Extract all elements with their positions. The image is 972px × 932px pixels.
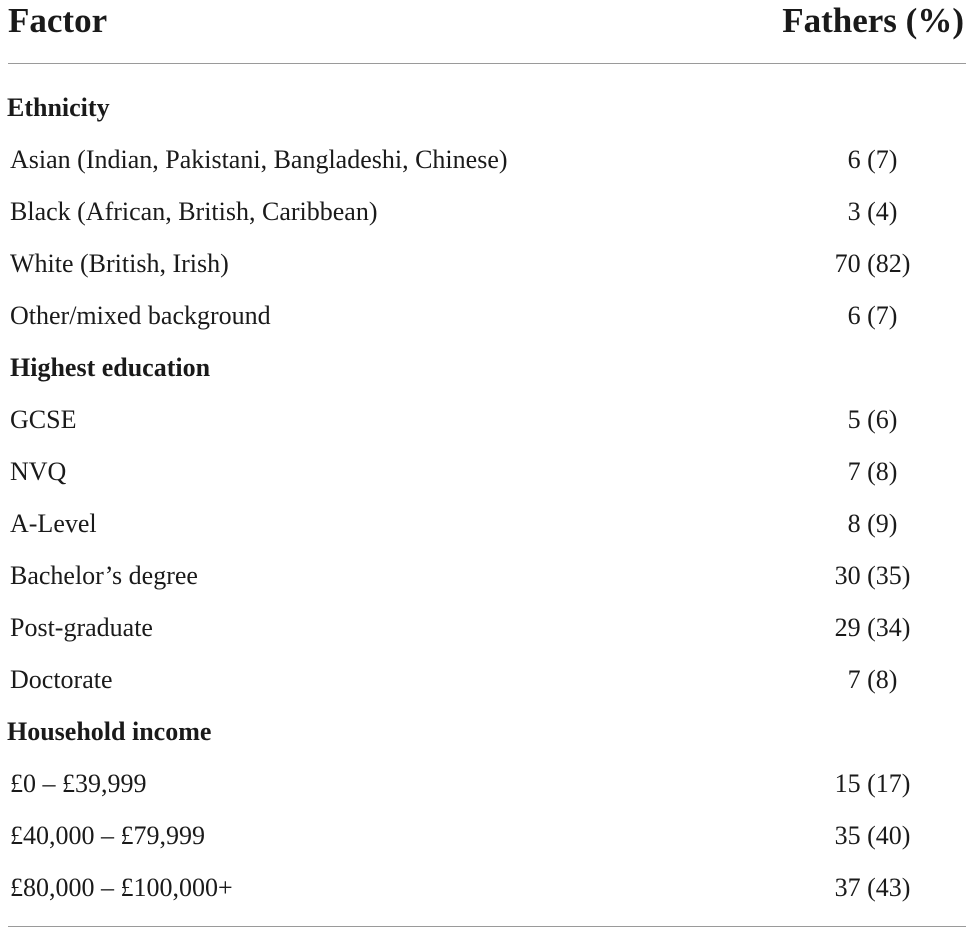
row-value: 29 (34)	[834, 613, 911, 642]
row-label: £80,000 – £100,000+	[10, 873, 233, 902]
row-value: 15 (17)	[834, 769, 911, 798]
section-row-household-income	[0, 706, 972, 758]
column-header-factor: Factor	[8, 1, 108, 40]
column-header-fathers: Fathers (%)	[782, 1, 964, 40]
row-label: Other/mixed background	[10, 301, 271, 330]
row-label: Black (African, British, Caribbean)	[10, 197, 378, 226]
row-label: Bachelor’s degree	[10, 561, 198, 590]
row-label: £0 – £39,999	[10, 769, 147, 798]
table-row	[0, 394, 972, 446]
section-title: Household income	[7, 717, 212, 746]
row-value: 3 (4)	[847, 197, 898, 226]
row-label: Asian (Indian, Pakistani, Bangladeshi, Chinese)	[10, 145, 508, 174]
row-value: 70 (82)	[834, 249, 911, 278]
section-title: Highest education	[10, 353, 211, 382]
section-row-ethnicity	[0, 82, 972, 134]
table-row	[0, 134, 972, 186]
table-row	[0, 654, 972, 706]
row-value: 6 (7)	[847, 301, 898, 330]
row-label: Post-graduate	[10, 613, 153, 642]
table-row	[0, 602, 972, 654]
table-row	[0, 498, 972, 550]
table-row	[0, 550, 972, 602]
row-value: 7 (8)	[847, 665, 898, 694]
table-row	[0, 446, 972, 498]
row-label: A-Level	[10, 509, 97, 538]
table-bottom-divider	[8, 926, 966, 927]
row-label: GCSE	[10, 405, 77, 434]
table-row	[0, 758, 972, 810]
table-row	[0, 810, 972, 862]
section-row-highest-education	[0, 342, 972, 394]
row-value: 6 (7)	[847, 145, 898, 174]
table-row	[0, 290, 972, 342]
row-value: 5 (6)	[847, 405, 898, 434]
table-header	[0, 0, 972, 44]
table-row	[0, 862, 972, 914]
row-value: 37 (43)	[834, 873, 911, 902]
header-divider	[8, 63, 966, 64]
row-value: 7 (8)	[847, 457, 898, 486]
section-title: Ethnicity	[7, 93, 110, 122]
row-value: 30 (35)	[834, 561, 911, 590]
row-value: 8 (9)	[847, 509, 898, 538]
row-label: White (British, Irish)	[10, 249, 229, 278]
row-label: £40,000 – £79,999	[10, 821, 205, 850]
row-value: 35 (40)	[834, 821, 911, 850]
row-label: NVQ	[10, 457, 67, 486]
row-label: Doctorate	[10, 665, 113, 694]
table-row	[0, 238, 972, 290]
table-row	[0, 186, 972, 238]
